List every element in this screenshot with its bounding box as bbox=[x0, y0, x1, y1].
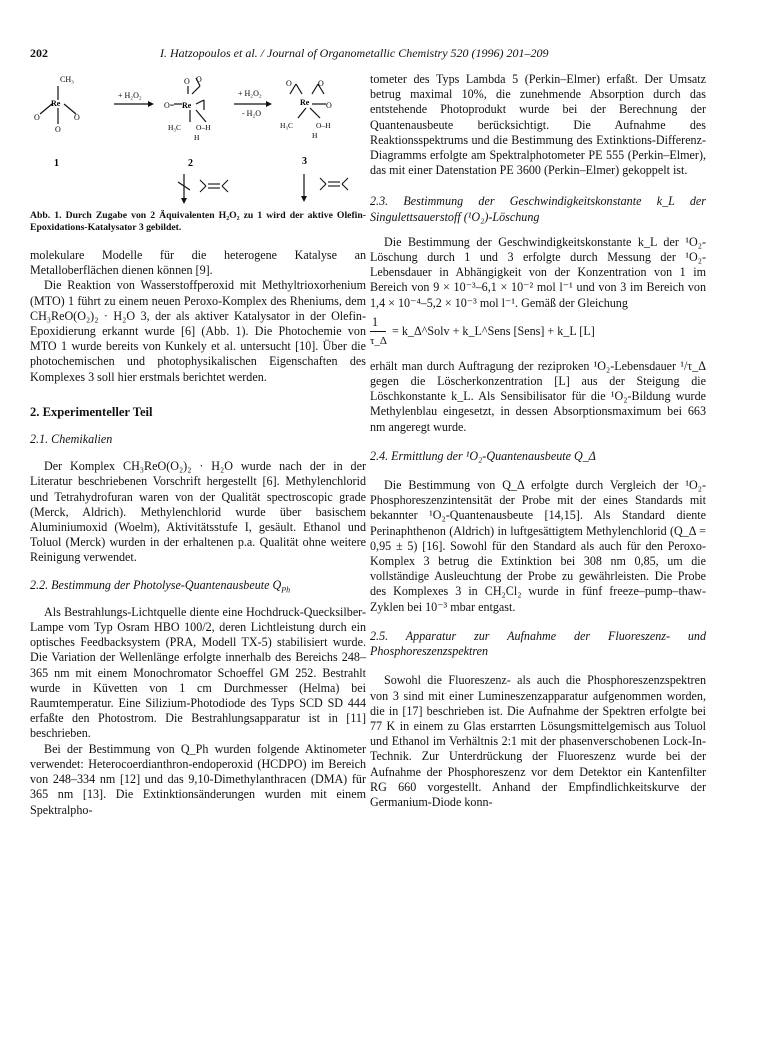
left-column bbox=[30, 72, 366, 818]
compound-number-2: 2 bbox=[188, 158, 193, 169]
subsection-heading-2-3: 2.3. Bestimmung der Geschwindigkeitskonstante k_L der Singulettsauerstoff (¹O₂)-Löschung bbox=[370, 194, 706, 224]
figure-caption: Abb. 1. Durch Zugabe von 2 Äquivalenten H₂O₂ zu 1 wird der aktive Olefin-Epoxidations-Katalysator 3 gebildet. bbox=[30, 210, 366, 233]
arrow1-head bbox=[148, 101, 154, 107]
peroxo-o-3a: O bbox=[286, 79, 292, 88]
page-number: 202 bbox=[30, 46, 48, 60]
olefin-2 bbox=[320, 178, 348, 190]
running-header bbox=[30, 46, 742, 62]
peroxo-o-3b: O bbox=[318, 79, 324, 88]
re-label-3: Re bbox=[300, 98, 310, 107]
peroxo-o-2a: O bbox=[184, 77, 190, 86]
paragraph-2-5: Sowohl die Fluoreszenz- als auch die Phosphoreszenzspektren von 3 sind mit einer Lumineszenzapparatur aufgenommen worden, die in [17] beschrieben ist. Die Aufnahme der Spektren erfolgte bei 77 K in einem zu Glas erstarrten Lösungsmittelgemisch aus Toluol und Ethanol im Verhältnis 2:1 mit der phasenverschobenen Lock-In-Technik. Zur Unterdrückung der Fluoreszenz wurde bei der Aufnahme der Phosphoreszenz vor dem Detektor ein Kantenfilter RG 660 vorgestellt. Anhand der Empfindlichkeitskurve der Germanium-Diode konn- bbox=[370, 673, 706, 809]
subsection-heading-2-5: 2.5. Apparatur zur Aufnahme der Fluoreszenz- und Phosphoreszenzspektren bbox=[370, 628, 706, 659]
oh-label-3: O–H bbox=[316, 121, 331, 130]
olefin-1 bbox=[200, 180, 228, 192]
equation-fraction-bar bbox=[370, 331, 386, 332]
no-reaction-arrowhead bbox=[181, 198, 187, 204]
paragraph-2-4: Die Bestimmung von Q_Δ erfolgte durch Vergleich der ¹O₂-Phosphoreszenzintensität der Probe mit der eines Standards mit bekannter ¹O₂-Quantenausbeute [14,15]. Als Standard diente Perinaphthenon (Aldrich) in luftgesättigtem Methylenchlorid (Q_Δ = 0,95 ± 5) [16]. Sowohl für den Standard als auch für den Peroxo-Komplex 3 betrug die Extinktion bei 308 nm 0,85, um die vollständige Ausleuchtung der Probe zu gewährleisten. Die Probe des Komplexes 3 in CH₂Cl₂ wurde in fünf freeze–pump–thaw-Zyklen bei 10⁻³ mbar entgast. bbox=[370, 478, 706, 614]
running-head: I. Hatzopoulos et al. / Journal of Organometallic Chemistry 520 (1996) 201–209 bbox=[160, 46, 549, 60]
subsection-heading-2-4: 2.4. Ermittlung der ¹O₂-Quantenausbeute Q_Δ bbox=[370, 448, 596, 463]
subsection-heading-2-1: 2.1. Chemikalien bbox=[30, 432, 113, 447]
section-heading-2: 2. Experimenteller Teil bbox=[30, 404, 153, 419]
oxo-o-2: O= bbox=[164, 101, 175, 110]
paragraph-intro-continued: molekulare Modelle für die heterogene Katalyse an Metalloberflächen dienen können [9]. bbox=[30, 248, 366, 278]
paragraph-2-2-a: Als Bestrahlungs-Lichtquelle diente eine Hochdruck-Quecksilber-Lampe vom Typ Osram HBO 100/2, deren Lichtleistung durch ein optisches Feedbacksystem (PRA, Modell TX-5) stabilisiert wurde. Die Variation der Wellenlänge erfolgte innerhalb des Bereichs 248–365 nm mit einem Monochromator Schoeffel GM 252. Bestrahlt wurde in Küvetten von 1 cm Durchmesser (Helma) bei Raumtemperatur. Eine Silizium-Photodiode des Typs SCD SD 444 erfaßte den Photostrom. Die Bestrahlungsapparatur ist in [11] beschrieben. bbox=[30, 604, 366, 741]
h3c-label-3: H₃C bbox=[280, 121, 294, 130]
compound-number-3: 3 bbox=[302, 156, 307, 167]
reaction-scheme-svg bbox=[30, 72, 366, 210]
re-label-1: Re bbox=[51, 99, 61, 108]
oh-label-2: O–H bbox=[196, 123, 211, 132]
equation-numerator: 1 bbox=[372, 314, 379, 329]
paragraph-2-3: Die Bestimmung der Geschwindigkeitskonstante k_L der ¹O₂-Löschung durch 1 und 3 erfolgte durch Messung der ¹O₂-Lebensdauer in Abhängigkeit von der Konzentration von 1 im Bereich von 9 × 10⁻³–6,1 × 10⁻² mol l⁻¹ und von 3 im Bereich von 1,4 × 10⁻⁴–5,2 × 10⁻³ mol l⁻¹. Gemäß der Gleichung bbox=[370, 234, 706, 310]
arrow2-head bbox=[266, 101, 272, 107]
subsection-heading-2-2-text: 2.2. Bestimmung der Photolyse-Quantenausbeute Q bbox=[30, 577, 282, 592]
reaction-scheme-figure bbox=[30, 72, 366, 210]
quenching-equation bbox=[370, 315, 706, 355]
equation-right-side: = k_Δ^Solv + k_L^Sens [Sens] + k_L [L] bbox=[392, 323, 595, 338]
oxo-left-1: O bbox=[34, 113, 40, 122]
paragraph-2-1: Der Komplex CH₃ReO(O₂)₂ · H₂O wurde nach der in der Literatur beschriebenen Vorschrift hergestellt [6]. Methylenchlorid und Tetrahydrofuran waren von der Qualität spectroscopic grade (Merck, Aldrich). Methylenchlorid wurde über basischem Aluminiumoxid (Woelm), Aktivitätsstufe I, gesäult. Ethanol und Toluol (Merck) wurden in der erhaltenen p.a. Qualität ohne weitere Reinigung verwendet. bbox=[30, 459, 366, 565]
paragraph-2-3-b: erhält man durch Auftragung der reziproken ¹O₂-Lebensdauer ¹/τ_Δ gegen die Löscherkonzentration [L] aus der Steigung die Löschkonstante k_L. Als Sensibilisator für die ¹O₂-Bildung wurde Methylenblau eingesetzt, in dessen Absorptionsmaximum bei 663 nm angeregt wurde. bbox=[370, 358, 706, 434]
arrow2-label-top: + H₂O₂ bbox=[238, 89, 262, 98]
arrow2-label-bottom: - H₂O bbox=[242, 109, 262, 118]
h-label-2: H bbox=[194, 133, 200, 142]
paragraph-2-2-continued: tometer des Typs Lambda 5 (Perkin–Elmer) erfaßt. Der Umsatz betrug maximal 10%, die zunehmende Absorption durch das entstehende Photoprodukt wurde bei der Berechnung der Quantenausbeute berücksichtigt. Die Aufnahme des Reaktionsspektrums und die Bestimmung des Extinktions-Differenz-Diagramms erfolgte am Spektralphotometer PE 555 (Perkin–Elmer), das mit einer Datenstation PE 3600 (Perkin–Elmer) gekoppelt ist. bbox=[370, 72, 706, 178]
arrow1-label: + H₂O₂ bbox=[118, 91, 142, 100]
right-column bbox=[370, 72, 706, 810]
oxo-o-3: O bbox=[326, 101, 332, 110]
re-label-2: Re bbox=[182, 101, 192, 110]
subsection-heading-2-2-subscript: Ph bbox=[281, 585, 291, 595]
ch3-label: CH₃ bbox=[60, 75, 74, 84]
no-reaction-arrow bbox=[178, 174, 190, 198]
subsection-heading-2-2 bbox=[30, 578, 366, 593]
oxo-bottom-1: O bbox=[55, 125, 61, 134]
compound-2-structure bbox=[174, 78, 206, 122]
epoxidation-arrowhead bbox=[301, 196, 307, 202]
h-label-3: H bbox=[312, 131, 318, 140]
h3c-label-2: H₃C bbox=[168, 123, 182, 132]
oxo-right-1: O bbox=[74, 113, 80, 122]
compound-number-1: 1 bbox=[54, 158, 59, 169]
paragraph-2-2-b: Bei der Bestimmung von Q_Ph wurden folgende Aktinometer verwendet: Heterocoerdianthron-endoperoxid (HCDPO) im Bereich von 248–334 nm [12] und das 9,10-Dimethylanthracen (DMA) für 365 nm [13]. Die Extinktionsänderungen wurden mit einem Spektralpho- bbox=[30, 741, 366, 817]
paragraph-intro: Die Reaktion von Wasserstoffperoxid mit Methyltrioxorhenium (MTO) 1 führt zu einem neuen Peroxo-Komplex des Rheniums, dem CH₃ReO(O₂)₂ · H₂O 3, der als aktiver Katalysator in der Olefin-Epoxidierung erkannt wurde [6] (Abb. 1). Die Photochemie von MTO 1 wurde bereits von Kunkely et al. untersucht [10]. Über die photochemischen und photophysikalischen Eigenschaften des Komplexes 3 soll hier erstmals berichtet werden. bbox=[30, 278, 366, 384]
peroxo-o-2b: O bbox=[196, 75, 202, 84]
equation-denominator: τ_Δ bbox=[370, 334, 387, 347]
